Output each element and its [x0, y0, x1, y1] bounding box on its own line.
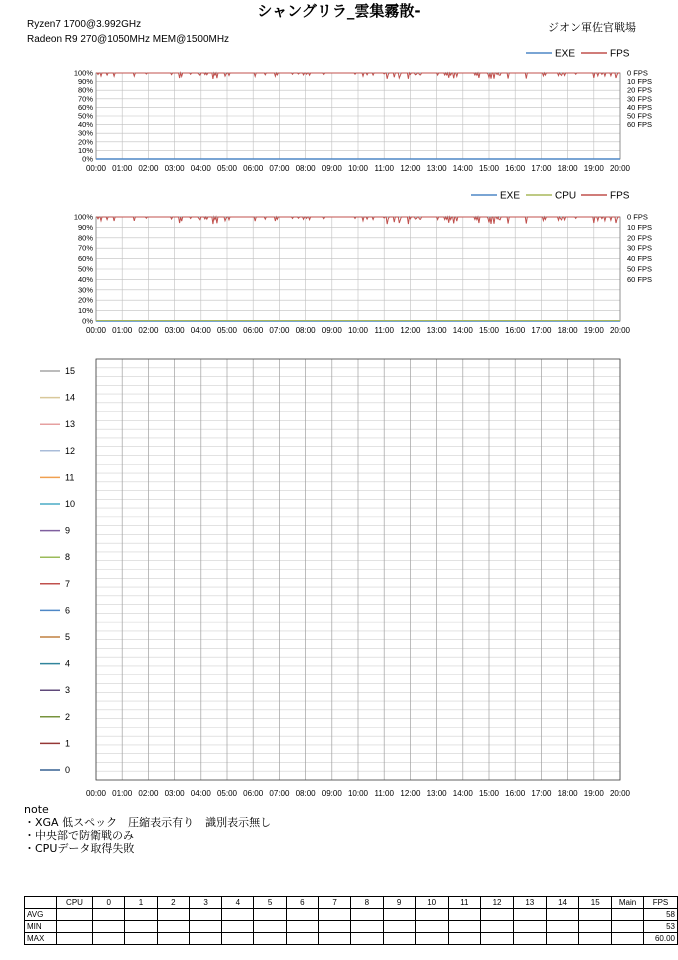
- y-tick-right: 10 FPS: [627, 222, 653, 232]
- y-tick-left: 100%: [73, 68, 93, 78]
- x-tick: 04:00: [190, 789, 211, 798]
- table-cell: [222, 921, 254, 933]
- y-tick-left: 100%: [73, 212, 93, 222]
- y-tick-right: 0 FPS: [627, 212, 648, 222]
- page-title: シャングリラ_雲集霧散-: [257, 2, 421, 20]
- table-cell: [513, 921, 546, 933]
- gpu-spec: Radeon R9 270@1050MHz MEM@1500MHz: [27, 34, 230, 45]
- x-tick: 17:00: [531, 789, 552, 798]
- x-tick: 13:00: [426, 326, 447, 335]
- y-tick-left: 50%: [77, 264, 93, 274]
- notes-heading: note: [24, 803, 49, 816]
- table-cell: [513, 933, 546, 945]
- x-tick: 06:00: [243, 326, 264, 335]
- y-tick-left: 80%: [77, 85, 93, 95]
- x-tick: 20:00: [609, 326, 631, 335]
- x-tick: 08:00: [295, 326, 316, 335]
- x-tick: 05:00: [216, 164, 238, 173]
- x-tick: 16:00: [505, 164, 526, 173]
- cpu-spec: Ryzen7 1700@3.992GHz: [27, 19, 142, 30]
- x-tick: 14:00: [452, 789, 473, 798]
- y-tick-right: 0 FPS: [627, 68, 648, 78]
- y-tick-left: 30%: [77, 128, 93, 138]
- chart-fps-exe: [0, 42, 678, 180]
- x-tick: 01:00: [112, 164, 133, 173]
- y-tick-left: 40%: [77, 120, 93, 130]
- row-label: MIN: [25, 921, 57, 933]
- x-tick: 17:00: [531, 326, 552, 335]
- y-tick-left: 30%: [77, 285, 93, 295]
- chart-fps-cpu-exe: [0, 186, 678, 342]
- table-cell: [286, 933, 318, 945]
- table-row: [25, 909, 678, 921]
- row-label: AVG: [25, 909, 57, 921]
- table-cell: [318, 921, 350, 933]
- table-cell: [222, 909, 254, 921]
- x-tick: 12:00: [400, 326, 421, 335]
- table-header-cell: Main: [612, 897, 644, 909]
- x-tick: 09:00: [321, 326, 342, 335]
- y-tick-left: 20%: [77, 137, 93, 147]
- y-tick-left: 80%: [77, 233, 93, 243]
- table-cell: [56, 933, 92, 945]
- table-cell: [189, 921, 221, 933]
- table-header-cell: 4: [222, 897, 254, 909]
- x-tick: 12:00: [400, 164, 421, 173]
- y-tick-left: 60%: [77, 254, 93, 264]
- x-tick: 00:00: [85, 789, 107, 798]
- x-tick: 07:00: [269, 164, 290, 173]
- legend-label: 5: [65, 632, 71, 642]
- table-cell: [513, 909, 546, 921]
- x-tick: 00:00: [85, 164, 107, 173]
- y-tick-left: 60%: [77, 102, 93, 112]
- x-tick: 10:00: [347, 789, 369, 798]
- table-cell: [415, 921, 448, 933]
- x-tick: 05:00: [216, 789, 238, 798]
- legend-label: 12: [65, 445, 76, 456]
- x-tick: 07:00: [269, 789, 290, 798]
- chart-core-usage: [0, 355, 678, 801]
- x-tick: 08:00: [295, 789, 316, 798]
- y-tick-left: 10%: [77, 145, 93, 155]
- table-header-cell: 2: [157, 897, 189, 909]
- legend-label: 7: [65, 578, 71, 589]
- x-tick: 20:00: [609, 789, 631, 798]
- x-tick: 05:00: [216, 326, 238, 335]
- x-tick: 15:00: [478, 326, 500, 335]
- table-cell: [93, 921, 125, 933]
- x-tick: 16:00: [505, 326, 526, 335]
- y-tick-left: 90%: [77, 222, 93, 232]
- table-cell: [481, 921, 514, 933]
- table-header-row: [25, 897, 678, 909]
- y-tick-right: 40 FPS: [627, 254, 653, 264]
- y-tick-left: 40%: [77, 274, 93, 284]
- y-tick-left: 20%: [77, 295, 93, 305]
- table-cell: [125, 909, 157, 921]
- y-tick-right: 30 FPS: [627, 94, 653, 104]
- table-cell: [351, 933, 383, 945]
- table-cell: [351, 921, 383, 933]
- x-tick: 09:00: [321, 789, 342, 798]
- x-tick: 20:00: [609, 164, 631, 173]
- x-tick: 04:00: [190, 164, 211, 173]
- x-tick: 17:00: [531, 164, 552, 173]
- notes-line: ・中央部で防衛戦のみ: [24, 829, 134, 842]
- table-cell: [125, 933, 157, 945]
- table-row: [25, 933, 678, 945]
- x-tick: 16:00: [505, 789, 526, 798]
- x-tick: 11:00: [374, 789, 394, 798]
- y-tick-right: 10 FPS: [627, 77, 653, 87]
- table-header-cell: 14: [546, 897, 579, 909]
- table-cell: [286, 921, 318, 933]
- x-tick: 02:00: [138, 789, 159, 798]
- table-cell: [56, 909, 92, 921]
- fps-value: 60.00: [643, 933, 677, 945]
- legend-label: 6: [65, 605, 71, 616]
- y-tick-left: 0%: [82, 316, 93, 326]
- table-cell: [415, 933, 448, 945]
- legend-label: FPS: [610, 190, 630, 202]
- y-tick-left: 70%: [77, 243, 93, 253]
- legend-label: 8: [65, 552, 71, 563]
- table-cell: [579, 909, 612, 921]
- table-header-cell: 0: [93, 897, 125, 909]
- table-cell: [254, 909, 286, 921]
- row-label: MAX: [25, 933, 57, 945]
- x-tick: 03:00: [164, 326, 185, 335]
- x-tick: 18:00: [557, 789, 578, 798]
- table-cell: [189, 933, 221, 945]
- table-header-cell: 12: [481, 897, 514, 909]
- table-cell: [448, 921, 481, 933]
- y-tick-right: 20 FPS: [627, 85, 653, 95]
- y-tick-left: 50%: [77, 111, 93, 121]
- x-tick: 11:00: [374, 326, 394, 335]
- x-tick: 02:00: [138, 326, 159, 335]
- y-tick-left: 90%: [77, 77, 93, 87]
- table-header-cell: [25, 897, 57, 909]
- x-tick: 18:00: [557, 326, 578, 335]
- x-tick: 02:00: [138, 164, 159, 173]
- x-tick: 03:00: [164, 789, 185, 798]
- legend-label: 0: [65, 765, 71, 775]
- legend-label: 9: [65, 525, 71, 536]
- table-cell: [93, 909, 125, 921]
- fps-value: 53: [643, 921, 677, 933]
- table-cell: [612, 921, 644, 933]
- table-cell: [351, 909, 383, 921]
- table-header-cell: 1: [125, 897, 157, 909]
- table-cell: [546, 909, 579, 921]
- legend-label: 1: [65, 738, 71, 749]
- legend-label: 4: [65, 658, 71, 669]
- table-header-cell: 9: [383, 897, 415, 909]
- table-cell: [254, 921, 286, 933]
- y-tick-right: 60 FPS: [627, 274, 653, 284]
- legend-label: 14: [65, 392, 76, 403]
- table-header-cell: 3: [189, 897, 221, 909]
- y-tick-right: 30 FPS: [627, 243, 653, 253]
- table-header-cell: 10: [415, 897, 448, 909]
- fps-value: 58: [643, 909, 677, 921]
- x-tick: 01:00: [112, 326, 133, 335]
- table-cell: [612, 909, 644, 921]
- legend-label: 15: [65, 366, 76, 376]
- x-tick: 18:00: [557, 164, 578, 173]
- table-cell: [546, 921, 579, 933]
- y-tick-right: 20 FPS: [627, 233, 653, 243]
- x-tick: 11:00: [374, 164, 394, 173]
- table-cell: [157, 921, 189, 933]
- x-tick: 06:00: [243, 789, 264, 798]
- x-tick: 07:00: [269, 326, 290, 335]
- x-tick: 00:00: [85, 326, 107, 335]
- x-tick: 15:00: [478, 164, 500, 173]
- table-header-cell: 11: [448, 897, 481, 909]
- table-header-cell: 5: [254, 897, 286, 909]
- table-cell: [286, 909, 318, 921]
- y-tick-right: 50 FPS: [627, 111, 653, 121]
- x-tick: 08:00: [295, 164, 316, 173]
- table-cell: [612, 933, 644, 945]
- x-tick: 14:00: [452, 164, 473, 173]
- x-tick: 04:00: [190, 326, 211, 335]
- table-cell: [318, 909, 350, 921]
- y-tick-left: 70%: [77, 94, 93, 104]
- x-tick: 19:00: [583, 789, 604, 798]
- table-cell: [125, 921, 157, 933]
- table-cell: [383, 921, 415, 933]
- x-tick: 06:00: [243, 164, 264, 173]
- table-cell: [56, 921, 92, 933]
- x-tick: 03:00: [164, 164, 185, 173]
- notes-line: ・CPUデータ取得失敗: [24, 842, 135, 855]
- table-cell: [383, 933, 415, 945]
- table-cell: [481, 909, 514, 921]
- notes-line: ・XGA 低スペック 圧縮表示有り 識別表示無し: [24, 816, 272, 829]
- x-tick: 13:00: [426, 789, 447, 798]
- legend-label: 10: [65, 499, 76, 509]
- table-header-cell: 7: [318, 897, 350, 909]
- legend-label: 13: [65, 419, 76, 430]
- y-tick-right: 40 FPS: [627, 102, 653, 112]
- legend-label: 11: [65, 472, 75, 483]
- table-cell: [579, 921, 612, 933]
- table-cell: [448, 933, 481, 945]
- x-tick: 09:00: [321, 164, 342, 173]
- table-cell: [383, 909, 415, 921]
- legend-label: 2: [65, 711, 71, 722]
- table-cell: [318, 933, 350, 945]
- x-tick: 19:00: [583, 326, 604, 335]
- table-cell: [157, 909, 189, 921]
- legend-label: EXE: [555, 48, 576, 60]
- table-header-cell: 15: [579, 897, 612, 909]
- y-tick-left: 0%: [82, 154, 93, 164]
- table-cell: [157, 933, 189, 945]
- table-header-cell: FPS: [643, 897, 677, 909]
- table-cell: [415, 909, 448, 921]
- map-name: ジオン軍佐官戦場: [548, 21, 636, 34]
- table-cell: [93, 933, 125, 945]
- y-tick-left: 10%: [77, 306, 93, 316]
- x-tick: 15:00: [478, 789, 500, 798]
- table-header-cell: 13: [513, 897, 546, 909]
- x-tick: 13:00: [426, 164, 447, 173]
- x-tick: 10:00: [347, 326, 369, 335]
- summary-table: [24, 896, 678, 945]
- table-cell: [481, 933, 514, 945]
- table-row: [25, 921, 678, 933]
- table-cell: [254, 933, 286, 945]
- x-tick: 10:00: [347, 164, 369, 173]
- notes: [24, 803, 271, 855]
- table-cell: [222, 933, 254, 945]
- x-tick: 01:00: [112, 789, 133, 798]
- y-tick-right: 60 FPS: [627, 120, 653, 130]
- x-tick: 14:00: [452, 326, 473, 335]
- x-tick: 12:00: [400, 789, 421, 798]
- table-header-cell: CPU: [56, 897, 92, 909]
- table-header-cell: 8: [351, 897, 383, 909]
- table-cell: [448, 909, 481, 921]
- legend-label: FPS: [610, 48, 630, 60]
- x-tick: 19:00: [583, 164, 604, 173]
- table-cell: [579, 933, 612, 945]
- table-cell: [546, 933, 579, 945]
- table-header-cell: 6: [286, 897, 318, 909]
- legend-label: EXE: [500, 190, 521, 202]
- y-tick-right: 50 FPS: [627, 264, 653, 274]
- legend-label: 3: [65, 685, 71, 696]
- table-cell: [189, 909, 221, 921]
- legend-label: CPU: [555, 190, 577, 202]
